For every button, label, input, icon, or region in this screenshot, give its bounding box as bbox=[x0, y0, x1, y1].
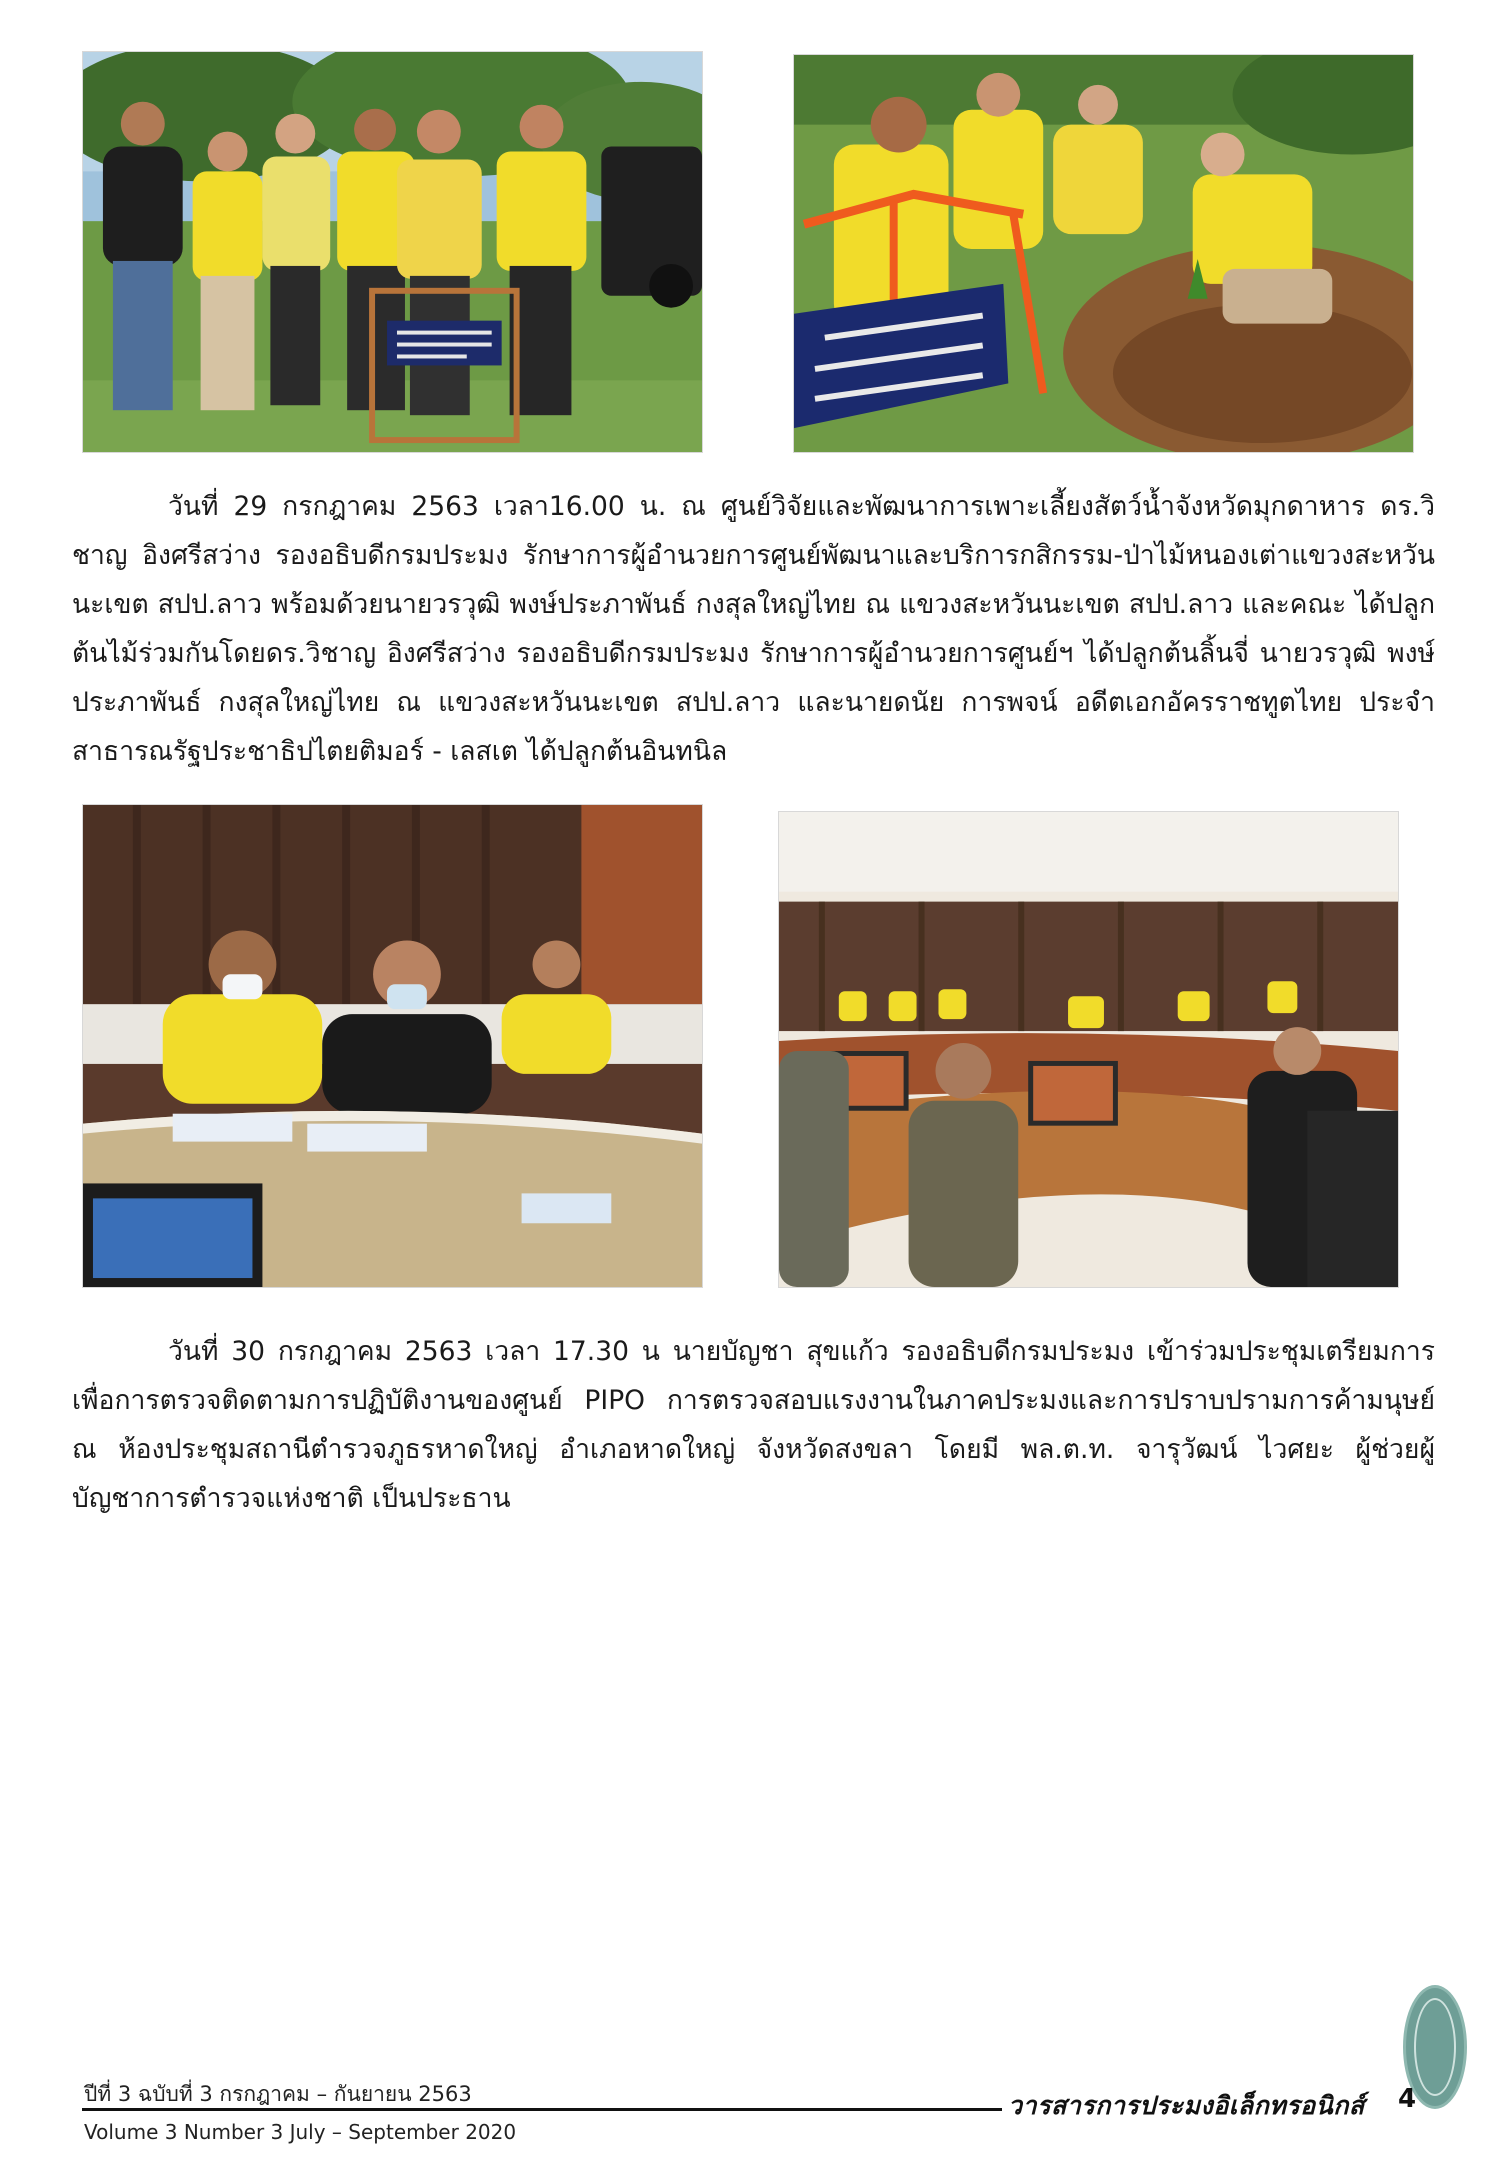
photo-group-tree-planting bbox=[82, 51, 703, 453]
photo-planting-sapling bbox=[793, 54, 1414, 453]
photo-meeting-room-wide bbox=[778, 811, 1399, 1288]
page-number: 4 bbox=[1398, 2084, 1417, 2114]
paragraph-meeting: วันที่ 30 กรกฎาคม 2563 เวลา 17.30 น นายบัญชา สุขแก้ว รองอธิบดีกรมประมง เข้าร่วมประชุมเตรียมการ เพื่อการตรวจติดตามการปฏิบัติงานของศูนย์ PIPO การตรวจสอบแรงงานในภาคประมงและการปราบปรามการค้ามนุษย์ ณ ห้องประชุมสถานีตำรวจภูธรหาดใหญ่ อำเภอหาดใหญ่ จังหวัดสงขลา โดยมี พล.ต.ท. จารุวัฒน์ ไวศยะ ผู้ช่วยผู้บัญชาการตำรวจแห่งชาติ เป็นประธาน bbox=[72, 1336, 1435, 1514]
page-badge-inner-ring bbox=[1414, 1998, 1456, 2096]
footer-divider bbox=[82, 2108, 1002, 2111]
paragraph-tree-planting: วันที่ 29 กรกฎาคม 2563 เวลา16.00 น. ณ ศูนย์วิจัยและพัฒนาการเพาะเลี้ยงสัตว์น้ำจังหวัดมุกดาหาร ดร.วิชาญ อิงศรีสว่าง รองอธิบดีกรมประมง รักษาการผู้อำนวยการศูนย์พัฒนาและบริการกสิกรรม-ป่าไม้หนองเต่าแขวงสะหวันนะเขต สปป.ลาว พร้อมด้วยนายวรวุฒิ พงษ์ประภาพันธ์ กงสุลใหญ่ไทย ณ แขวงสะหวันนะเขต สปป.ลาว และคณะ ได้ปลูกต้นไม้ร่วมกันโดยดร.วิชาญ อิงศรีสว่าง รองอธิบดีกรมประมง รักษาการผู้อำนวยการศูนย์ฯ ได้ปลูกต้นลิ้นจี่ นายวรวุฒิ พงษ์ประภาพันธ์ กงสุลใหญ่ไทย ณ แขวงสะหวันนะเขต สปป.ลาว และนายดนัย การพจน์ อดีตเอกอัครราชทูตไทย ประจำสาธารณรัฐประชาธิปไตยติมอร์ - เลสเต ได้ปลูกต้นอินทนิล bbox=[72, 491, 1435, 767]
journal-name: วารสารการประมงอิเล็กทรอนิกส์ bbox=[1008, 2091, 1365, 2120]
issue-info-english: Volume 3 Number 3 July – September 2020 bbox=[84, 2120, 517, 2144]
photo-meeting-closeup bbox=[82, 804, 703, 1288]
issue-info-thai: ปีที่ 3 ฉบับที่ 3 กรกฎาคม – กันยายน 2563 bbox=[84, 2082, 472, 2106]
